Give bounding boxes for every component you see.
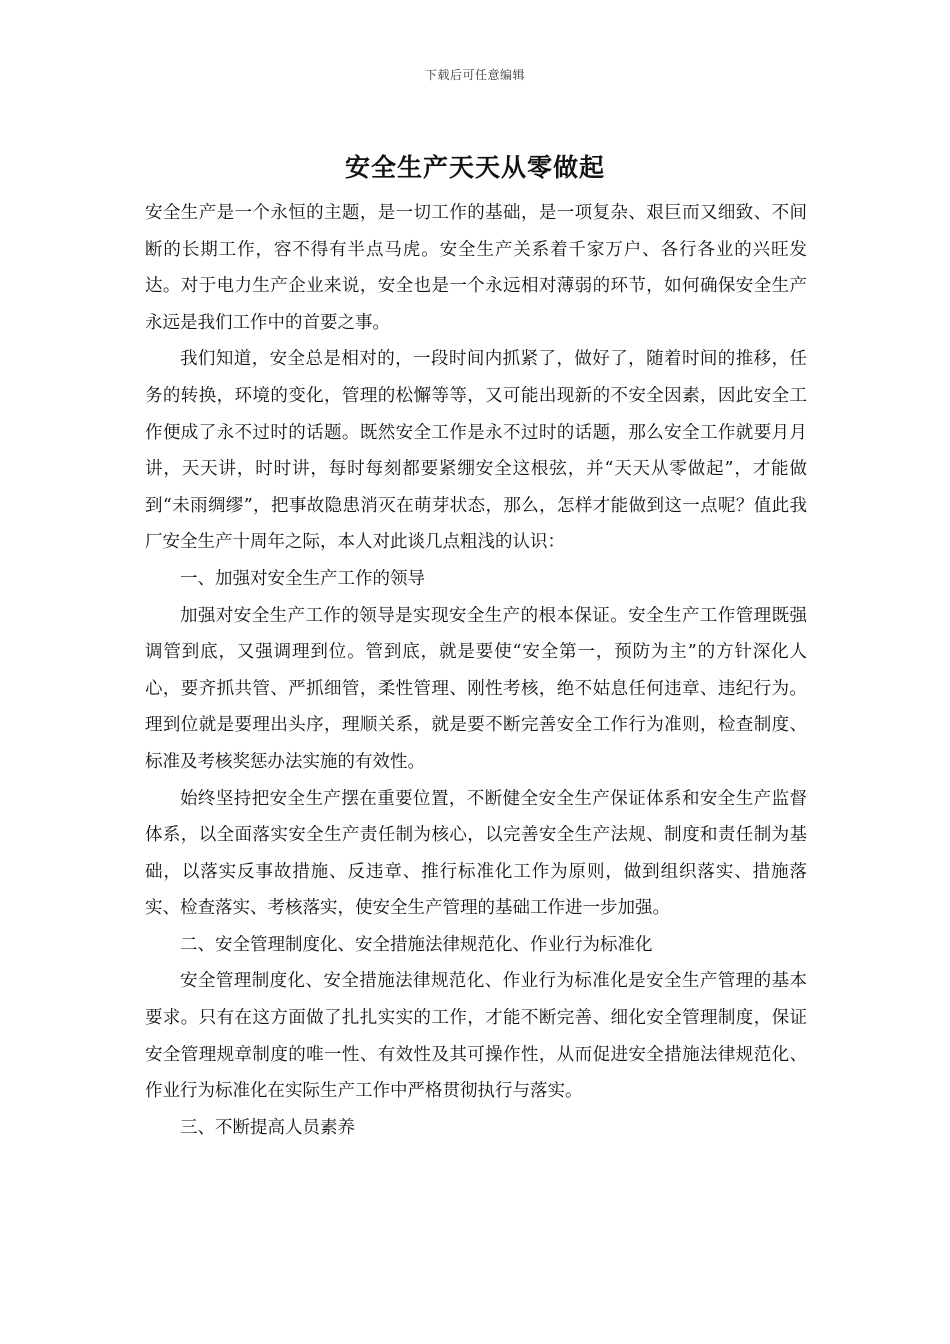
header-note: 下载后可任意编辑 <box>424 68 525 82</box>
paragraph-5: 安全管理制度化、安全措施法律规范化、作业行为标准化是安全生产管理的基本要求。只有在这方面做了扎扎实实的工作，才能不断完善、细化安全管理制度，保证安全管理规章制度的唯一性、有效性及其可操作性，从而促进安全措施法律规范化、作业行为标准化在实际生产工作中严格贯彻执行与落实。 <box>145 971 807 1102</box>
paragraph-intro: 安全生产是一个永恒的主题，是一切工作的基础，是一项复杂、艰巨而又细致、不间断的长期工作，容不得有半点马虎。安全生产关系着千家万户、各行各业的兴旺发达。对于电力生产企业来说，安全也是一个永远相对薄弱的环节，如何确保安全生产永远是我们工作中的首要之事。 <box>145 203 807 333</box>
document-title: 安全生产天天从零做起 <box>344 153 605 182</box>
section-heading-3: 三、不断提高人员素养 <box>180 1117 355 1138</box>
section-heading-2: 二、安全管理制度化、安全措施法律规范化、作业行为标准化 <box>180 934 653 955</box>
section-heading-1: 一、加强对安全生产工作的领导 <box>180 568 425 589</box>
document-body <box>145 195 807 1146</box>
paragraph-3: 加强对安全生产工作的领导是实现安全生产的根本保证。安全生产工作管理既强调管到底，又强调理到位。管到底，就是要使“安全第一，预防为主”的方针深化人心，要齐抓共管、严抓细管，柔性管理、刚性考核，绝不姑息任何违章、违纪行为。理到位就是要理出头序，理顺关系，就是要不断完善安全工作行为准则，检查制度、标准及考核奖惩办法实施的有效性。 <box>145 605 807 772</box>
paragraph-4: 始终坚持把安全生产摆在重要位置，不断健全安全生产保证体系和安全生产监督体系，以全面落实安全生产责任制为核心，以完善安全生产法规、制度和责任制为基础，以落实反事故措施、反违章、推行标准化工作为原则，做到组织落实、措施落实、检查落实、考核落实，使安全生产管理的基础工作进一步加强。 <box>145 788 807 919</box>
paragraph-2: 我们知道，安全总是相对的，一段时间内抓紧了，做好了，随着时间的推移，任务的转换，环境的变化，管理的松懈等等，又可能出现新的不安全因素，因此安全工作便成了永不过时的话题。既然安全工作是永不过时的话题，那么安全工作就要月月讲，天天讲，时时讲，每时每刻都要紧绷安全这根弦，并“天天从零做起”，才能做到“未雨绸缪”，把事故隐患消灭在萌芽状态，那么，怎样才能做到这一点呢？值此我厂安全生产十周年之际，本人对此谈几点粗浅的认识： <box>145 349 807 553</box>
